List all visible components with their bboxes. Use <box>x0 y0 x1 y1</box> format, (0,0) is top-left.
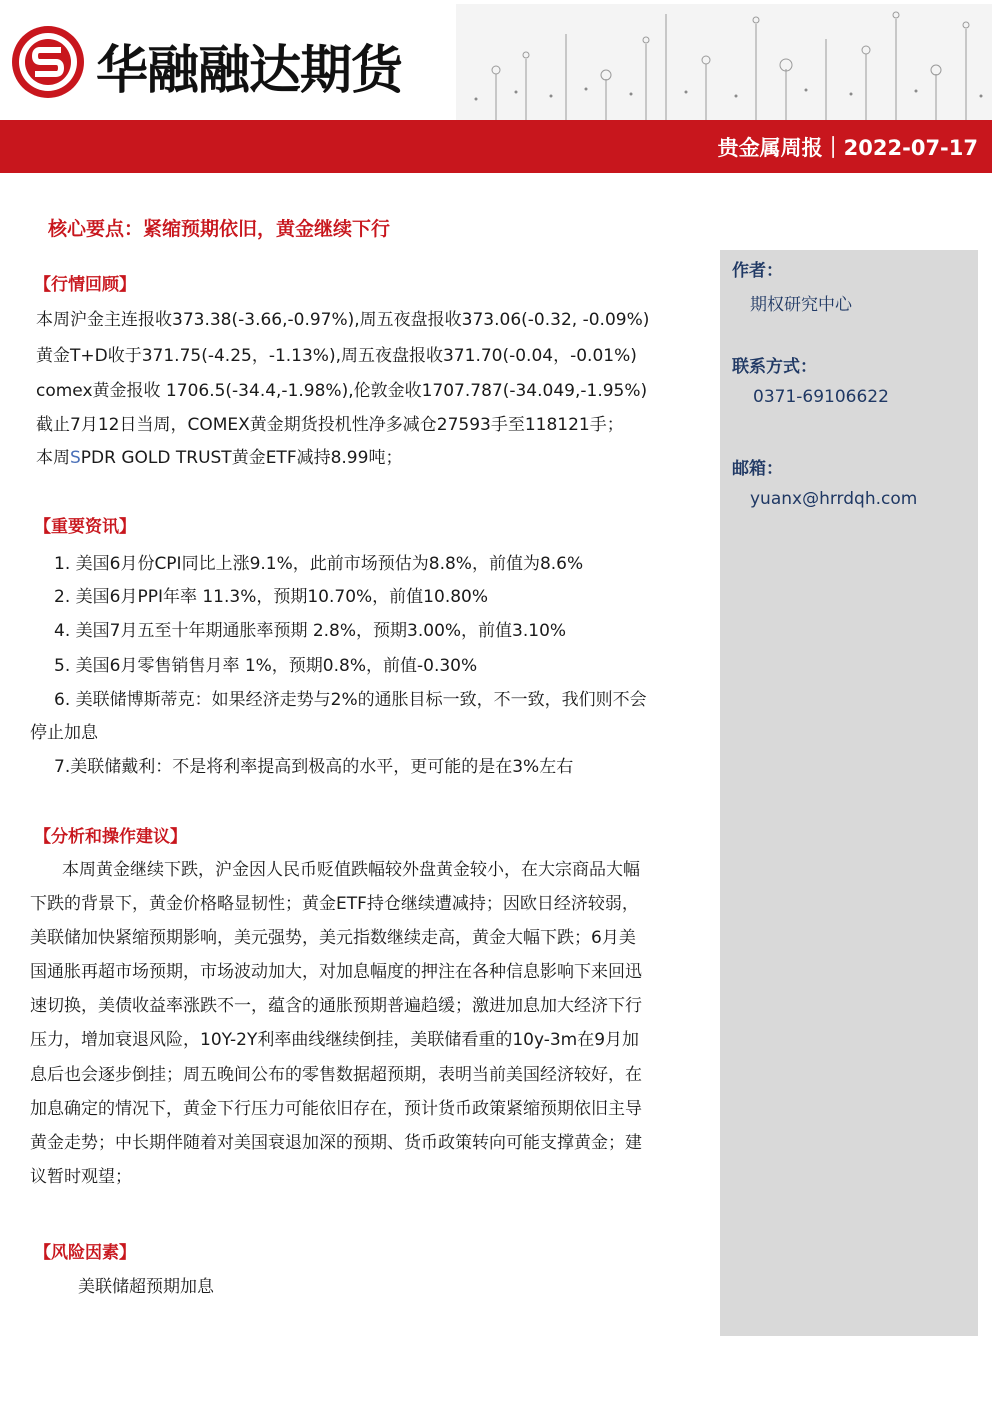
decorative-banner-graphic <box>456 4 992 120</box>
analysis-line: 下跌的背景下，黄金价格略显韧性；黄金ETF持仓继续遭减持；因欧日经济较弱， <box>30 894 639 915</box>
news-heading: 【重要资讯】 <box>34 517 136 537</box>
author-sidebar <box>720 250 978 1336</box>
company-logo-icon <box>12 26 84 98</box>
news-item: 2. 美国6月PPI年率 11.3%，预期10.70%，前值10.80% <box>54 587 489 607</box>
author-value: 期权研究中心 <box>750 295 852 315</box>
contact-label: 联系方式： <box>732 357 817 377</box>
market-review-line: 黄金T+D收于371.75(-4.25，-1.13%),周五夜盘报收371.70(-0.04，-0.01%) <box>36 346 637 366</box>
analysis-line: 美联储加快紧缩预期影响，美元强势，美元指数继续走高，黄金大幅下跌；6月美 <box>30 928 636 949</box>
news-item-continuation: 停止加息 <box>30 723 98 743</box>
analysis-line: 速切换，美债收益率涨跌不一，蕴含的通胀预期普遍趋缓；激进加息加大经济下行 <box>30 996 642 1017</box>
email-address: yuanx@hrrdqh.com <box>750 489 918 509</box>
analysis-line: 议暂时观望； <box>30 1166 132 1187</box>
analysis-line: 本周黄金继续下跌，沪金因人民币贬值跌幅较外盘黄金较小，在大宗商品大幅 <box>62 860 640 880</box>
news-item: 7.美联储戴利：不是将利率提高到极高的水平，更可能的是在3%左右 <box>54 757 574 777</box>
news-item: 4. 美国7月五至十年期通胀率预期 2.8%，预期3.00%，前值3.10% <box>54 621 567 641</box>
report-title: 贵金属周报｜2022-07-17 <box>717 136 978 160</box>
email-label: 邮箱： <box>732 459 783 479</box>
news-item: 5. 美国6月零售销售月率 1%，预期0.8%，前值-0.30% <box>54 656 478 676</box>
market-review-line: 本周沪金主连报收373.38(-3.66,-0.97%),周五夜盘报收373.06(-0.32, -0.09%) <box>36 310 650 330</box>
core-points-title: 核心要点：紧缩预期依旧，黄金继续下行 <box>48 218 391 240</box>
analysis-line: 息后也会逐步倒挂；周五晚间公布的零售数据超预期，表明当前美国经济较好，在 <box>30 1064 642 1085</box>
analysis-line: 国通胀再超市场预期，市场波动加大，对加息幅度的押注在各种信息影响下来回迅 <box>30 962 642 983</box>
market-review-heading: 【行情回顾】 <box>34 275 136 295</box>
analysis-heading: 【分析和操作建议】 <box>34 827 187 847</box>
company-name: 华融融达期货 <box>96 41 403 101</box>
market-review-line: 截止7月12日当周，COMEX黄金期货投机性净多减仓27593手至118121手； <box>36 415 624 435</box>
news-item: 6. 美联储博斯蒂克：如果经济走势与2%的通胀目标一致，不一致，我们则不会 <box>54 690 647 710</box>
analysis-line: 压力，增加衰退风险，10Y-2Y利率曲线继续倒挂，美联储看重的10y-3m在9月加 <box>30 1030 640 1051</box>
risk-text: 美联储超预期加息 <box>78 1277 214 1297</box>
market-review-line: 本周SPDR GOLD TRUST黄金ETF减持8.99吨； <box>36 448 403 468</box>
news-item: 1. 美国6月份CPI同比上涨9.1%，此前市场预估为8.8%，前值为8.6% <box>54 554 584 574</box>
report-header <box>0 0 992 174</box>
author-label: 作者： <box>732 261 783 281</box>
risk-heading: 【风险因素】 <box>34 1243 136 1263</box>
market-review-line: comex黄金报收 1706.5(-34.4,-1.98%),伦敦金收1707.787(-34.049,-1.95%) <box>36 381 648 401</box>
analysis-line: 黄金走势；中长期伴随着对美国衰退加深的预期、货币政策转向可能支撑黄金；建 <box>30 1132 642 1153</box>
analysis-paragraph <box>30 853 716 1194</box>
analysis-line: 加息确定的情况下，黄金下行压力可能依旧存在，预计货币政策紧缩预期依旧主导 <box>30 1098 642 1119</box>
contact-phone: 0371-69106622 <box>753 387 889 407</box>
